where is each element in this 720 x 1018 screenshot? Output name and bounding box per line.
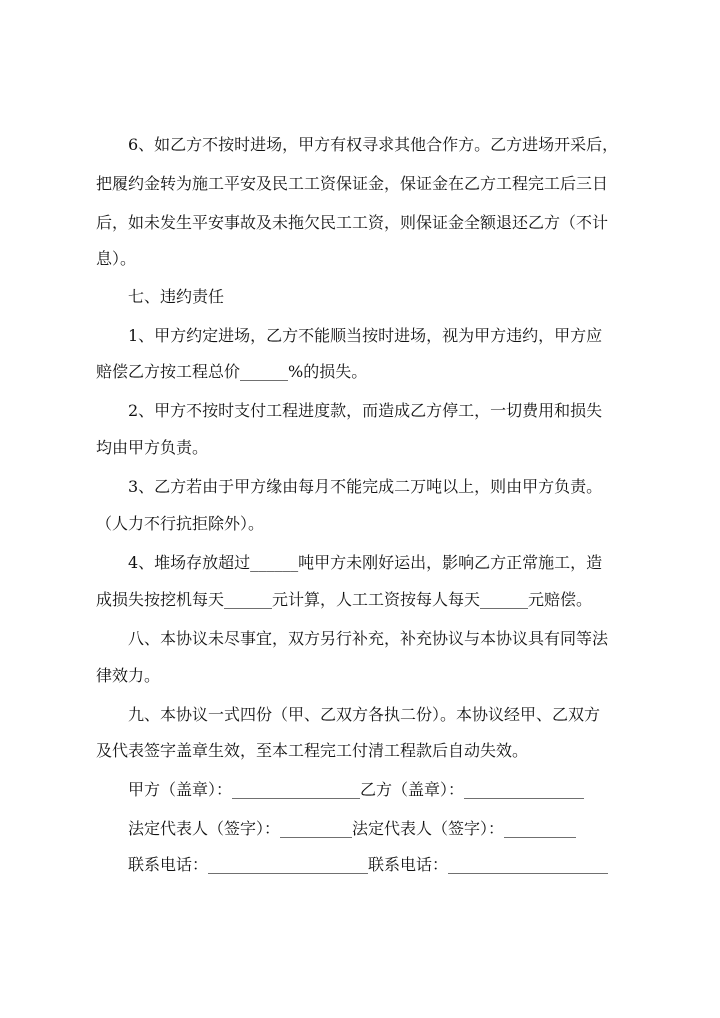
paragraph-line: 八、本协议未尽事宜，双方另行补充，补充协议与本协议具有同等法 (128, 629, 609, 648)
paragraph-line: 4、堆场存放超过______吨甲方未刚好运出，影响乙方正常施工，造 (128, 553, 603, 572)
paragraph-line: 3、乙方若由于甲方缘由每月不能完成二万吨以上，则由甲方负责。 (128, 477, 603, 496)
paragraph-line: 2、甲方不按时支付工程进度款，而造成乙方停工，一切费用和损失 (128, 401, 603, 420)
paragraph-line: （人力不行抗拒除外）。 (96, 514, 265, 533)
paragraph-line: 均由甲方负责。 (96, 438, 209, 457)
section-heading: 七、违约责任 (128, 287, 225, 306)
paragraph-line: 6、如乙方不按时进场，甲方有权寻求其他合作方。乙方进场开采后， (128, 135, 619, 154)
paragraph-line: 成损失按挖机每天______元计算，人工工资按每人每天______元赔偿。 (96, 590, 593, 609)
paragraph-line: 律效力。 (96, 666, 161, 685)
paragraph-line: 及代表签字盖章生效，至本工程完工付清工程款后自动失效。 (96, 741, 529, 760)
paragraph-line: 九、本协议一式四份（甲、乙双方各执二份）。本协议经甲、乙双方 (128, 705, 601, 724)
signature-line-representative: 法定代表人（签字）：_________法定代表人（签字）：_________ (128, 819, 577, 838)
signature-line-party: 甲方（盖章）：________________乙方（盖章）：_______________ (128, 780, 585, 799)
paragraph-line: 后，如未发生平安事故及未拖欠民工工资，则保证金全额退还乙方（不计 (96, 213, 609, 232)
paragraph-line: 1、甲方约定进场，乙方不能顺当按时进场，视为甲方违约，甲方应 (128, 326, 603, 345)
signature-line-phone: 联系电话：____________________联系电话：____________________ (128, 855, 609, 874)
paragraph-line: 把履约金转为施工平安及民工工资保证金，保证金在乙方工程完工后三日 (96, 174, 609, 193)
paragraph-line: 赔偿乙方按工程总价______%的损失。 (96, 362, 368, 381)
paragraph-line: 息）。 (96, 249, 137, 268)
